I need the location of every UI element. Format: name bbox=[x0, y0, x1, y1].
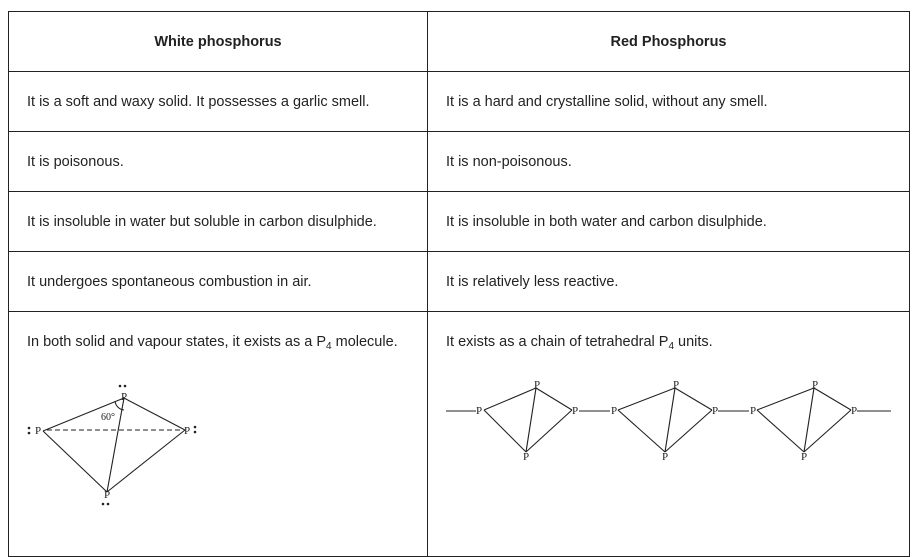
header-red-phosphorus: Red Phosphorus bbox=[428, 12, 910, 72]
table-row bbox=[9, 252, 910, 312]
red-cell: It is insoluble in both water and carbon disulphide. bbox=[428, 192, 910, 252]
svg-text:P: P bbox=[183, 425, 191, 437]
svg-text:P: P bbox=[103, 489, 111, 501]
phosphorus-comparison-table bbox=[8, 11, 910, 557]
red-phosphorus-chain-diagram bbox=[446, 380, 896, 480]
red-cell: It is relatively less reactive. bbox=[428, 252, 910, 312]
header-white-phosphorus: White phosphorus bbox=[9, 12, 428, 72]
svg-text:P: P bbox=[610, 405, 618, 417]
white-structure-text: In both solid and vapour states, it exists as a $P_4$ molecule. bbox=[27, 334, 398, 352]
svg-text:P: P bbox=[34, 425, 42, 437]
white-structure-cell bbox=[9, 312, 428, 557]
svg-text:P: P bbox=[800, 451, 808, 463]
table-row bbox=[9, 192, 910, 252]
svg-text:P: P bbox=[850, 405, 858, 417]
header-row bbox=[9, 12, 910, 72]
red-structure-text: It exists as a chain of tetrahedral $P_4$ units. bbox=[446, 334, 713, 352]
white-p4-tetrahedron-diagram bbox=[27, 380, 227, 510]
svg-text:P: P bbox=[749, 405, 757, 417]
svg-text:P: P bbox=[522, 451, 530, 463]
svg-text:P: P bbox=[672, 380, 680, 391]
red-cell: It is a hard and crystalline solid, without any smell. bbox=[428, 72, 910, 132]
svg-text:P: P bbox=[811, 380, 819, 391]
svg-text:P: P bbox=[533, 380, 541, 391]
svg-text:P: P bbox=[120, 391, 128, 403]
white-cell: It undergoes spontaneous combustion in air. bbox=[9, 252, 428, 312]
white-cell: It is a soft and waxy solid. It possesses a garlic smell. bbox=[9, 72, 428, 132]
white-cell: It is insoluble in water but soluble in carbon disulphide. bbox=[9, 192, 428, 252]
white-cell: It is poisonous. bbox=[9, 132, 428, 192]
svg-text:P: P bbox=[661, 451, 669, 463]
table-row bbox=[9, 72, 910, 132]
red-cell: It is non-poisonous. bbox=[428, 132, 910, 192]
svg-text:P: P bbox=[475, 405, 483, 417]
table-row bbox=[9, 132, 910, 192]
svg-text:P: P bbox=[711, 405, 719, 417]
red-structure-cell bbox=[428, 312, 910, 557]
svg-text:P: P bbox=[571, 405, 579, 417]
svg-text:60°: 60° bbox=[101, 412, 115, 423]
table-row-structure bbox=[9, 312, 910, 557]
